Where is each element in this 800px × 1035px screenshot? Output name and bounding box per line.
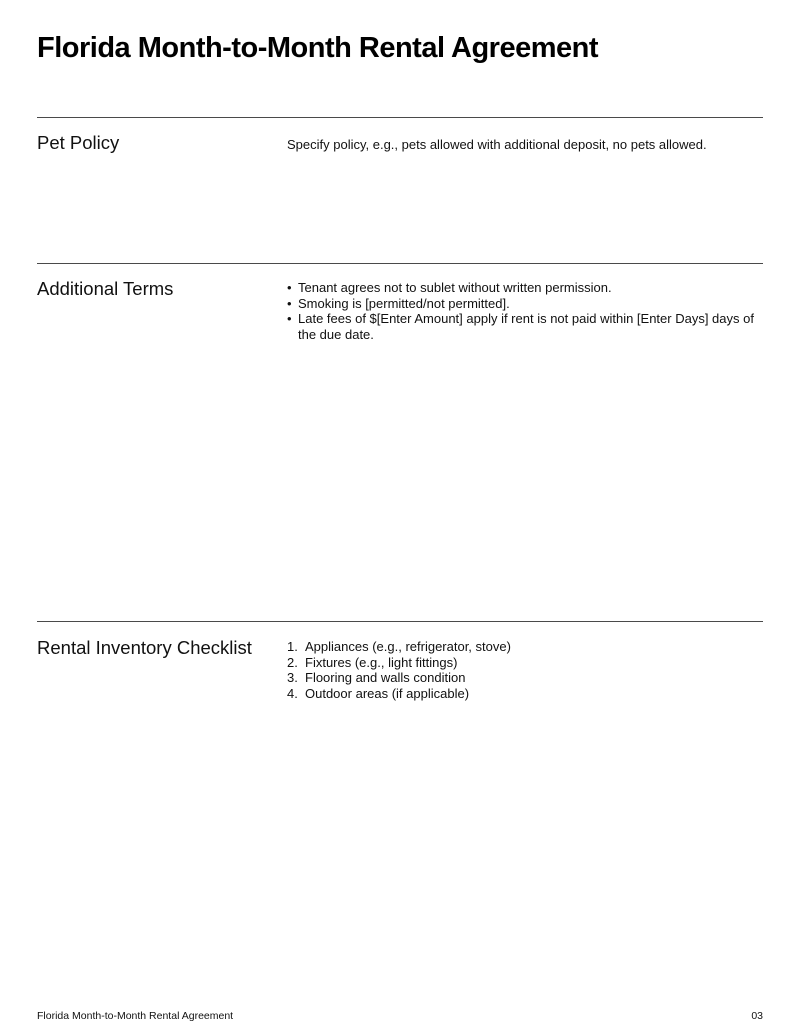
list-item-text: Tenant agrees not to sublet without written permission. (298, 280, 612, 295)
section-divider (37, 117, 763, 118)
list-item (287, 639, 757, 655)
section-heading-additional-terms: Additional Terms (37, 278, 174, 299)
bullet-marker: • (287, 280, 292, 295)
list-number: 3. (287, 670, 298, 685)
inventory-checklist-list (287, 639, 757, 701)
list-item-text: Appliances (e.g., refrigerator, stove) (305, 639, 511, 654)
section-heading-inventory-checklist: Rental Inventory Checklist (37, 637, 252, 658)
list-number: 2. (287, 654, 298, 670)
pet-policy-text: Specify policy, e.g., pets allowed with additional deposit, no pets allowed. (287, 137, 707, 152)
list-item-text: Flooring and walls condition (305, 670, 466, 685)
list-item (287, 686, 757, 702)
page-title: Florida Month-to-Month Rental Agreement (37, 32, 598, 64)
bullet-marker: • (287, 295, 292, 311)
footer-document-name: Florida Month-to-Month Rental Agreement (37, 1010, 234, 1022)
additional-terms-body (287, 280, 757, 342)
footer-page-number: 03 (751, 1010, 763, 1022)
list-item (287, 655, 757, 671)
pet-policy-body (287, 137, 757, 153)
additional-terms-list (287, 280, 757, 342)
section-divider (37, 263, 763, 264)
section-divider (37, 621, 763, 622)
list-item (287, 311, 757, 342)
list-item (287, 670, 757, 686)
bullet-marker: • (287, 311, 292, 326)
list-item (287, 296, 757, 312)
list-item-text: Smoking is [permitted/not permitted]. (298, 295, 510, 311)
list-item-text: Late fees of $[Enter Amount] apply if rent is not paid within [Enter Days] days of the due date. (298, 311, 754, 342)
list-item-text: Outdoor areas (if applicable) (305, 685, 470, 701)
list-item (287, 280, 757, 296)
list-number: 1. (287, 639, 298, 654)
list-number: 4. (287, 685, 298, 701)
list-item-text: Fixtures (e.g., light fittings) (305, 654, 458, 670)
inventory-checklist-body (287, 639, 757, 701)
section-heading-pet-policy: Pet Policy (37, 132, 120, 153)
